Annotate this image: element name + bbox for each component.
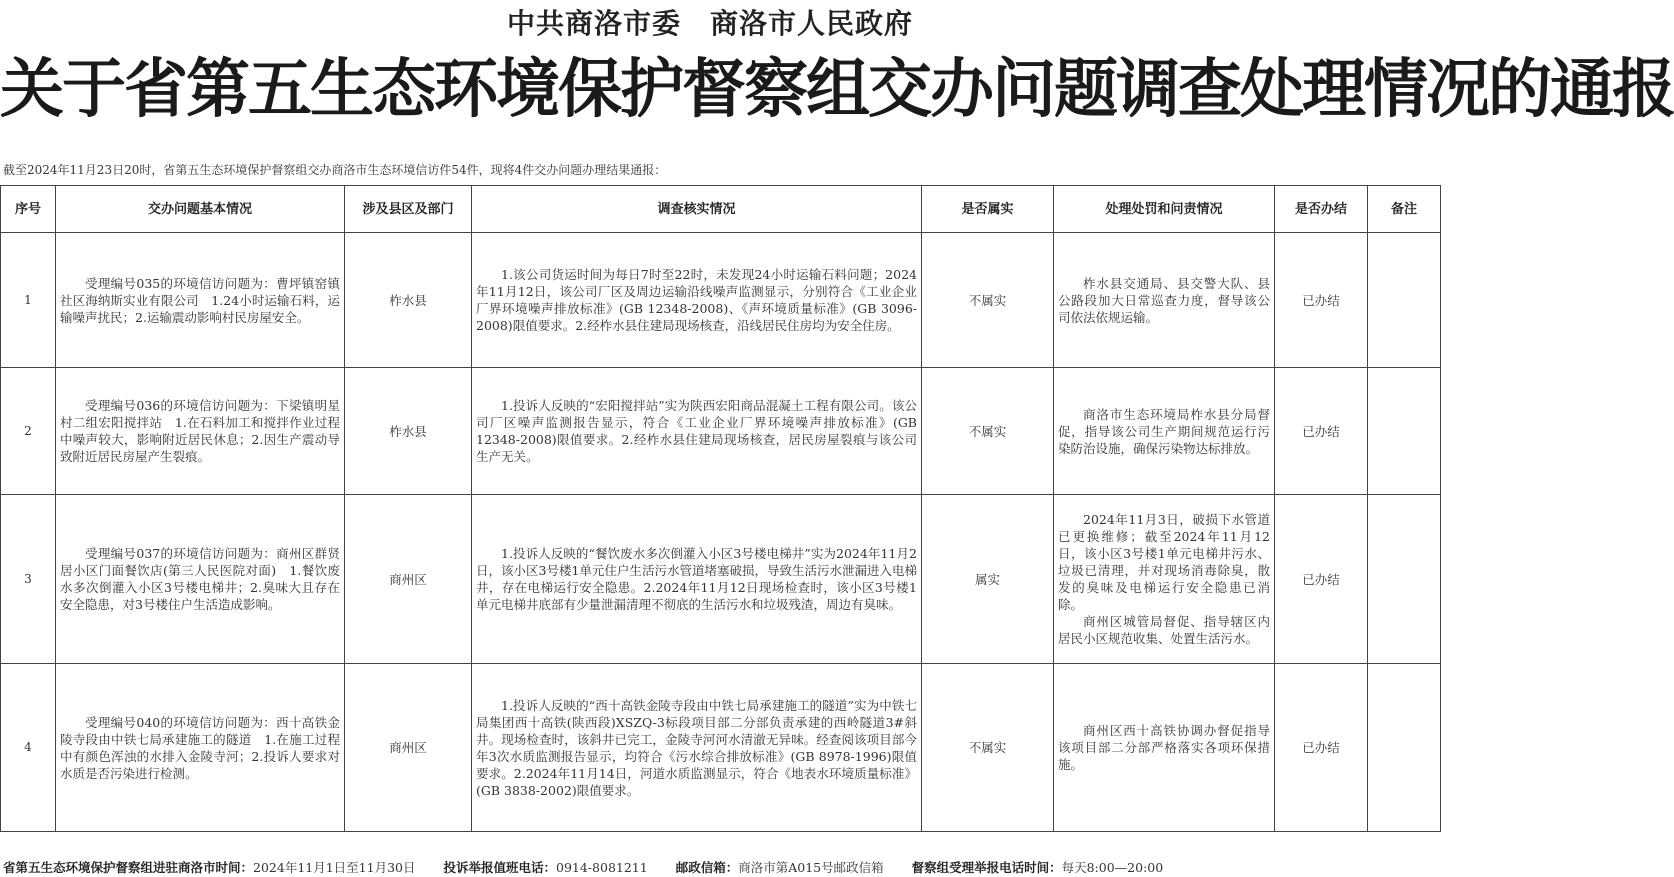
- footer-phone: [443, 860, 647, 875]
- cell-investigation: [472, 233, 922, 368]
- mail-label: 邮政信箱：: [675, 860, 739, 875]
- table-row: [1, 233, 1441, 368]
- cell-note: [1368, 495, 1441, 664]
- basic-text: 受理编号037的环境信访问题为：商州区群贤居小区门面餐饮店(第三人民医院对面) 1.餐饮废水多次倒灌入小区3号楼电梯井；2.臭味大且存在安全隐患，对3号楼住户生活造成影响。: [60, 546, 340, 612]
- cell-true: 不属实: [922, 368, 1054, 495]
- table-row: [1, 368, 1441, 495]
- cell-basic: [56, 495, 345, 664]
- cell-investigation: [472, 664, 922, 832]
- phone-label: 投诉举报值班电话：: [443, 860, 556, 875]
- header-basic: 交办问题基本情况: [56, 186, 345, 233]
- footer-hotline: [912, 860, 1164, 875]
- period-label: 省第五生态环境保护督察组进驻商洛市时间：: [3, 860, 254, 875]
- cell-note: [1368, 233, 1441, 368]
- header-seq: 序号: [1, 186, 56, 233]
- mail-value: 商洛市第A015号邮政信箱: [738, 860, 884, 875]
- cell-basic: [56, 233, 345, 368]
- cell-handling: [1054, 664, 1275, 832]
- footer-info: [3, 858, 1187, 876]
- table-row: [1, 664, 1441, 832]
- handling-text: 商州区城管局督促、指导辖区内居民小区规范收集、处置生活污水。: [1058, 614, 1270, 646]
- cell-dept: 柞水县: [345, 233, 472, 368]
- cell-investigation: [472, 368, 922, 495]
- table-header-row: [1, 186, 1441, 233]
- cell-dept: 商州区: [345, 495, 472, 664]
- cell-basic: [56, 664, 345, 832]
- cell-handling: [1054, 233, 1275, 368]
- page-title: 关于省第五生态环境保护督察组交办问题调查处理情况的通报: [0, 53, 1674, 127]
- header-done: 是否办结: [1275, 186, 1368, 233]
- cell-note: [1368, 368, 1441, 495]
- cell-done: 已办结: [1275, 664, 1368, 832]
- handling-text: 柞水县交通局、县交警大队、县公路段加大日常巡查力度，督导该公司依法依规运输。: [1058, 275, 1270, 325]
- handling-text: 2024年11月3日，破损下水管道已更换维修；截至2024年11月12日，该小区3号楼1单元电梯井污水、垃圾已清理，并对现场消毒除臭，散发的臭味及电梯运行安全隐患已消除。: [1058, 512, 1270, 612]
- cell-true: 不属实: [922, 233, 1054, 368]
- header-investigation: 调查核实情况: [472, 186, 922, 233]
- investigation-text: 1.投诉人反映的“西十高铁金陵寺段由中铁七局承建施工的隧道”实为中铁七局集团西十高铁(陕西段)XSZQ-3标段项目部二分部负责承建的西岭隧道3#斜井。现场检查时，该斜井已完工，金陵寺河河水清澈无异味。经查阅该项目部今年3次水质监测报告显示，均符合《污水综合排放标准》(GB 8978-1996)限值要求。2.2024年11月14日，河道水质监测显示，符合《地表水环境质量标准》(GB 3838-2002)限值要求。: [476, 697, 917, 798]
- period-value: 2024年11月1日至11月30日: [253, 860, 416, 875]
- cell-done: 已办结: [1275, 495, 1368, 664]
- hotline-value: 每天8:00—20:00: [1061, 860, 1164, 875]
- cell-investigation: [472, 495, 922, 664]
- issuing-authority: 中共商洛市委 商洛市人民政府: [506, 7, 913, 40]
- basic-text: 受理编号040的环境信访问题为：西十高铁金陵寺段由中铁七局承建施工的隧道 1.在施工过程中有颜色浑浊的水排入金陵寺河；2.投诉人要求对水质是否污染进行检测。: [60, 714, 340, 781]
- header-handling: 处理处罚和问责情况: [1054, 186, 1275, 233]
- cell-done: 已办结: [1275, 368, 1368, 495]
- table-row: [1, 495, 1441, 664]
- cell-note: [1368, 664, 1441, 832]
- cell-handling: [1054, 368, 1275, 495]
- intro-paragraph: 截至2024年11月23日20时，省第五生态环境保护督察组交办商洛市生态环境信访件54件，现将4件交办问题办理结果通报：: [3, 163, 667, 177]
- investigation-text: 1.投诉人反映的“宏阳搅拌站”实为陕西宏阳商品混凝土工程有限公司。该公司厂区噪声监测报告显示，符合《工业企业厂界环境噪声排放标准》(GB 12348-2008)限值要求。2.经柞水县住建局现场核查，居民房屋裂痕与该公司生产无关。: [476, 398, 917, 464]
- handling-text: 商州区西十高铁协调办督促指导该项目部二分部严格落实各项环保措施。: [1058, 723, 1270, 772]
- handling-text: 商洛市生态环境局柞水县分局督促，指导该公司生产期间规范运行污染防治设施，确保污染物达标排放。: [1058, 406, 1270, 456]
- cell-seq: 1: [1, 233, 56, 368]
- header-dept: 涉及县区及部门: [345, 186, 472, 233]
- investigation-text: 1.该公司货运时间为每日7时至22时，未发现24小时运输石料问题；2024年11月12日，该公司厂区及周边运输沿线噪声监测显示，分别符合《工业企业厂界环境噪声排放标准》(GB 12348-2008)、《声环境质量标准》(GB 3096-2008)限值要求。2.经柞水县住建局现场核查，沿线居民住房均为安全住房。: [476, 267, 917, 333]
- footer-mail: [676, 860, 884, 875]
- cell-handling: [1054, 495, 1275, 664]
- cell-done: 已办结: [1275, 233, 1368, 368]
- cell-true: 属实: [922, 495, 1054, 664]
- cases-table: [0, 185, 1441, 832]
- cell-seq: 3: [1, 495, 56, 664]
- header-true: 是否属实: [922, 186, 1054, 233]
- cell-dept: 商州区: [345, 664, 472, 832]
- basic-text: 受理编号035的环境信访问题为：曹坪镇窑镇社区海纳斯实业有限公司 1.24小时运输石料，运输噪声扰民；2.运输震动影响村民房屋安全。: [60, 275, 340, 325]
- cell-dept: 柞水县: [345, 368, 472, 495]
- basic-text: 受理编号036的环境信访问题为：下梁镇明星村二组宏阳搅拌站 1.在石料加工和搅拌作业过程中噪声较大，影响附近居民休息；2.因生产震动导致附近居民房屋产生裂痕。: [60, 398, 340, 464]
- cell-seq: 2: [1, 368, 56, 495]
- cell-seq: 4: [1, 664, 56, 832]
- cell-true: 不属实: [922, 664, 1054, 832]
- header-note: 备注: [1368, 186, 1441, 233]
- investigation-text: 1.投诉人反映的“餐饮废水多次倒灌入小区3号楼电梯井”实为2024年11月2日，该小区3号楼1单元住户生活污水管道堵塞破损，导致生活污水泄漏进入电梯井，存在电梯运行安全隐患。2.2024年11月12日现场检查时，该小区3号楼1单元电梯井底部有少量泄漏清理不彻底的生活污水和垃圾残渣，周边有臭味。: [476, 546, 917, 612]
- phone-value: 0914-8081211: [556, 860, 648, 875]
- footer-period: [3, 860, 416, 875]
- hotline-label: 督察组受理举报电话时间：: [911, 860, 1062, 875]
- cell-basic: [56, 368, 345, 495]
